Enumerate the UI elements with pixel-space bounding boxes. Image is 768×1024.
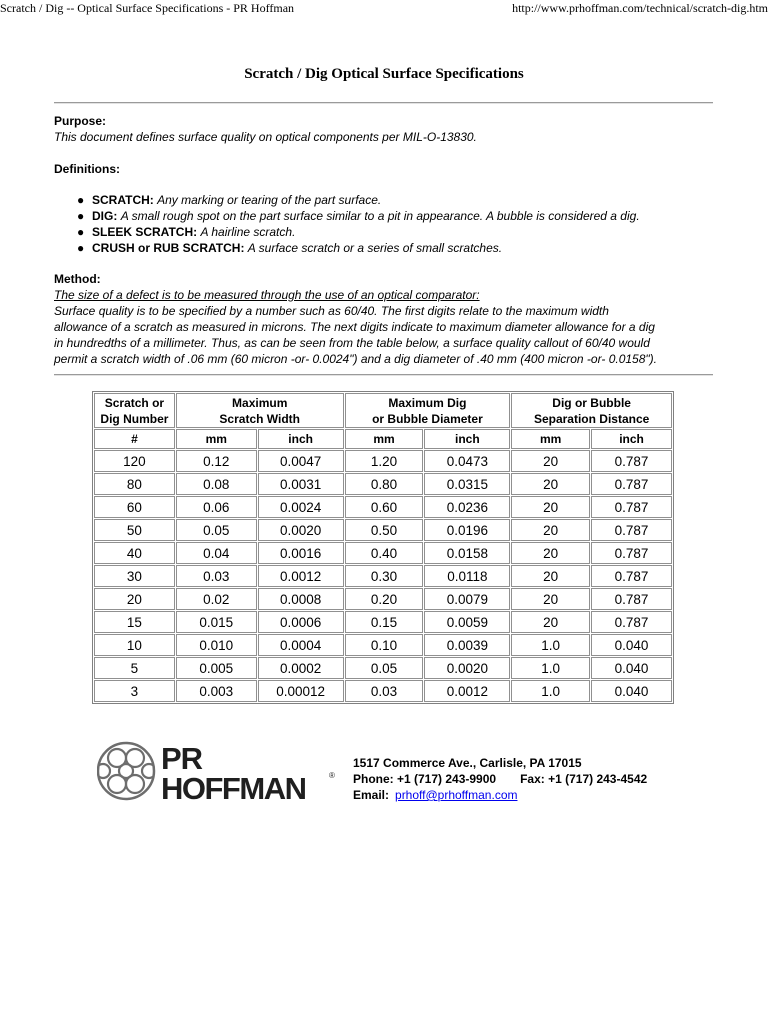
table-cell: 0.003 [176,680,257,702]
header-cell-scratch-dig-number: Scratch or Dig Number [94,393,175,428]
table-cell: 0.787 [591,588,672,610]
table-cell: 0.040 [591,680,672,702]
table-cell: 5 [94,657,175,679]
contact-email-row [353,787,647,803]
bullet-icon: ● [77,241,85,255]
table-row [94,519,672,541]
table-cell: 0.0016 [258,542,344,564]
table-cell: 60 [94,496,175,518]
table-cell: 0.08 [176,473,257,495]
logo-line2: HOFFMAN [161,771,306,802]
table-cell: 20 [511,450,590,472]
table-cell: 0.05 [345,657,424,679]
contact-phone: Phone: +1 (717) 243-9900 [353,772,497,786]
table-cell: 40 [94,542,175,564]
table-cell: 0.0020 [258,519,344,541]
table-cell: 0.040 [591,657,672,679]
table-cell: 3 [94,680,175,702]
table-cell: 0.0315 [424,473,510,495]
table-row [94,657,672,679]
unit-header-cell: inch [258,429,344,449]
method-line: permit a scratch width of .06 mm (60 micron -or- 0.0024") and a dig diameter of .40 mm (400 micron -or- 0.0158"). [54,352,657,366]
definition-term: DIG: [92,209,118,223]
top-divider [54,102,713,104]
table-cell: 1.0 [511,634,590,656]
definition-term: CRUSH or RUB SCRATCH: [92,241,245,255]
table-row [94,542,672,564]
table-cell: 0.0236 [424,496,510,518]
table-cell: 0.0008 [258,588,344,610]
email-link[interactable]: prhoff@prhoffman.com [395,788,518,802]
table-cell: 0.03 [176,565,257,587]
logo-mark-icon [97,740,337,802]
bullet-icon: ● [77,193,85,207]
table-cell: 1.0 [511,657,590,679]
method-intro: The size of a defect is to be measured through the use of an optical comparator: [54,288,480,302]
contact-block [353,755,647,803]
table-cell: 20 [511,588,590,610]
method-line: Surface quality is to be specified by a number such as 60/40. The first digits relate to the maximum width [54,304,609,318]
method-divider [54,374,713,376]
table-cell: 120 [94,450,175,472]
unit-header-cell: inch [424,429,510,449]
table-row [94,565,672,587]
contact-fax: Fax: +1 (717) 243-4542 [520,772,648,786]
unit-header-cell: mm [345,429,424,449]
pr-hoffman-logo [97,740,337,802]
header-cell-max-scratch-width: Maximum Scratch Width [176,393,344,428]
table-cell: 0.0118 [424,565,510,587]
table-cell: 0.0004 [258,634,344,656]
table-row [94,496,672,518]
scratch-dig-table [92,391,674,704]
table-cell: 0.0039 [424,634,510,656]
table-cell: 0.50 [345,519,424,541]
table-row [94,450,672,472]
table-cell: 0.0079 [424,588,510,610]
table-cell: 0.30 [345,565,424,587]
table-row [94,634,672,656]
definition-term: SLEEK SCRATCH: [92,225,198,239]
table-cell: 0.05 [176,519,257,541]
table-cell: 1.0 [511,680,590,702]
header-cell-separation-distance: Dig or Bubble Separation Distance [511,393,672,428]
table-cell: 0.0031 [258,473,344,495]
definition-item [77,208,732,224]
table-cell: 0.787 [591,450,672,472]
bullet-icon: ● [77,225,85,239]
table-cell: 20 [94,588,175,610]
bullet-icon: ● [77,209,85,223]
table-cell: 0.00012 [258,680,344,702]
table-cell: 0.0473 [424,450,510,472]
definition-term: SCRATCH: [92,193,154,207]
table-cell: 0.06 [176,496,257,518]
table-cell: 20 [511,496,590,518]
table-cell: 0.0002 [258,657,344,679]
definition-desc: A hairline scratch. [200,225,296,239]
table-cell: 0.0006 [258,611,344,633]
definition-item [77,240,732,256]
table-cell: 50 [94,519,175,541]
table-cell: 0.60 [345,496,424,518]
method-section [54,271,714,367]
table-group-header-row [94,393,672,428]
definition-item [77,192,732,208]
table-cell: 0.0012 [424,680,510,702]
definitions-label: Definitions: [54,162,120,176]
table-cell: 0.04 [176,542,257,564]
contact-phone-row [353,771,647,787]
table-cell: 10 [94,634,175,656]
table-unit-header-row [94,429,672,449]
table-row [94,473,672,495]
table-cell: 30 [94,565,175,587]
method-label: Method: [54,272,101,286]
table-cell: 0.787 [591,496,672,518]
unit-header-cell: mm [511,429,590,449]
table-cell: 0.03 [345,680,424,702]
purpose-text: This document defines surface quality on optical components per MIL-O-13830. [54,130,477,144]
table-cell: 20 [511,611,590,633]
unit-header-cell: mm [176,429,257,449]
table-cell: 0.787 [591,473,672,495]
table-cell: 0.787 [591,565,672,587]
table-cell: 0.20 [345,588,424,610]
purpose-section [54,113,714,145]
header-cell-max-dig-diameter: Maximum Dig or Bubble Diameter [345,393,511,428]
table-cell: 0.787 [591,611,672,633]
print-header-url: http://www.prhoffman.com/technical/scratch-dig.htm [512,1,768,15]
table-cell: 0.0059 [424,611,510,633]
table-cell: 15 [94,611,175,633]
logo-registered-mark: ® [329,771,335,780]
table-cell: 0.010 [176,634,257,656]
table-cell: 0.40 [345,542,424,564]
table-cell: 0.12 [176,450,257,472]
definitions-label-wrap [54,161,714,177]
table-cell: 0.0047 [258,450,344,472]
table-cell: 0.02 [176,588,257,610]
table-cell: 0.787 [591,542,672,564]
table-cell: 0.040 [591,634,672,656]
table-cell: 0.0024 [258,496,344,518]
table-cell: 0.005 [176,657,257,679]
table-cell: 0.015 [176,611,257,633]
table-cell: 0.15 [345,611,424,633]
definition-item [77,224,732,240]
table-cell: 0.787 [591,519,672,541]
method-line: allowance of a scratch as measured in microns. The next digits indicate to maximum diameter allowance for a dig [54,320,655,334]
print-header-title: Scratch / Dig -- Optical Surface Specifications - PR Hoffman [0,1,295,15]
definition-desc: A surface scratch or a series of small scratches. [247,241,503,255]
page-title: Scratch / Dig Optical Surface Specifications [244,66,524,82]
contact-email-label: Email: [353,788,390,802]
table-cell: 0.10 [345,634,424,656]
unit-header-cell: inch [591,429,672,449]
table-row [94,680,672,702]
method-line: in hundredths of a millimeter. Thus, as can be seen from the table below, a surface quality callout of 60/40 would [54,336,650,350]
table-cell: 80 [94,473,175,495]
table-row [94,611,672,633]
definition-desc: A small rough spot on the part surface similar to a pit in appearance. A bubble is considered a dig. [120,209,640,223]
table-body [94,450,672,702]
print-header [0,0,768,18]
table-row [94,588,672,610]
logo-line1: PR [161,741,203,776]
table-cell: 0.80 [345,473,424,495]
table-cell: 1.20 [345,450,424,472]
definition-desc: Any marking or tearing of the part surface. [157,193,382,207]
table-cell: 20 [511,542,590,564]
purpose-label: Purpose: [54,114,107,128]
table-cell: 0.0196 [424,519,510,541]
table-cell: 20 [511,565,590,587]
table-cell: 20 [511,519,590,541]
contact-address: 1517 Commerce Ave., Carlisle, PA 17015 [353,756,582,770]
unit-header-cell: # [94,429,175,449]
definitions-list [54,192,732,256]
table-cell: 20 [511,473,590,495]
table-cell: 0.0020 [424,657,510,679]
table-cell: 0.0012 [258,565,344,587]
table-cell: 0.0158 [424,542,510,564]
